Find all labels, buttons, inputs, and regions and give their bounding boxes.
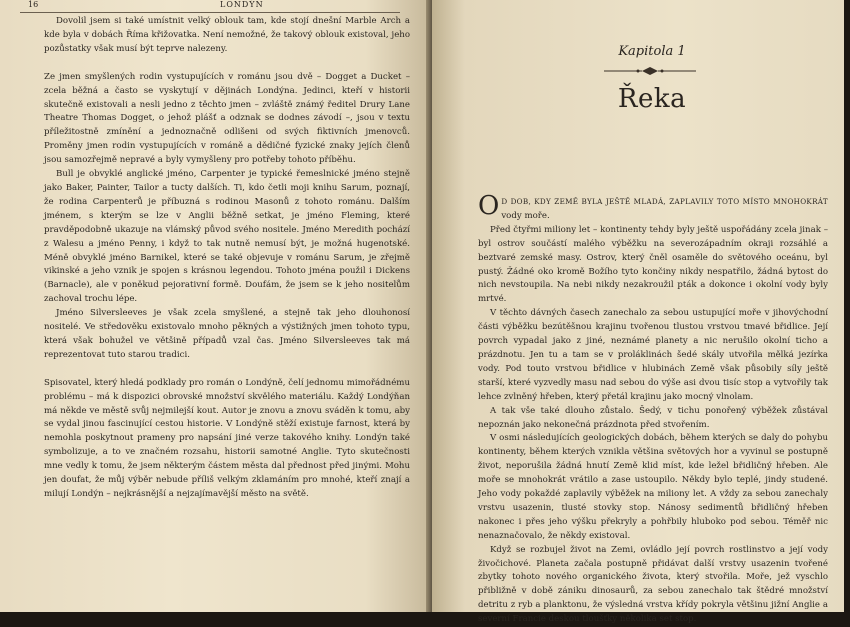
running-head xyxy=(20,0,400,13)
paragraph: Jméno Silversleeves je však zcela smyšlené, a stejně tak jeho dlouhonosí nositelé. Ve středověku existovalo mnoho pěkných a výstižných jmen tohoto typu, která však bohužel ve většině případů vzal čas. Jméno Silversleeves tak má reprezentovat tuto starou tradici. xyxy=(44,308,410,360)
ornament-divider-icon xyxy=(602,66,698,76)
page-number: 16 xyxy=(28,0,39,9)
paragraph: Ze jmen smyšlených rodin vystupujících v románu jsou dvě – Dogget a Ducket – zcela běžná a často se vyskytují v dějinách Londýna. Jedinci, kteří v historii skutečně existovali a nesli jedno z těchto jmen – zvláště známý ředitel Drury Lane Theatre Thomas Dogget, o jehož plášť a odznak se dodnes závodí –, jsou v textu příležitostně zmínění a jednoznačně odlišeni od svých fiktivních jmenovců. Proměny jmen rodin vystupujících v románě a dědičné fyzické znaky jejích členů jsou samozřejmě nepravé a byly vymyšleny pro potřeby tohoto příběhu. xyxy=(44,71,410,166)
running-head-title: LONDÝN xyxy=(220,0,264,9)
opening-rest: vody moře. xyxy=(501,210,550,221)
left-page-text xyxy=(44,15,410,502)
right-page-text xyxy=(478,191,828,627)
paragraph: Bull je obvyklé anglické jméno, Carpenter je typické řemeslnické jméno stejně jako Baker, Painter, Tailor a tucty dalších. Ti, kdo četli moji knihu Sarum, poznají, že rodina Carpenterů je příbuzná s rodinou Masonů z tohoto románu. Dalším jménem, s kterým se lze v Anglii běžně setkat, je jméno Fleming, které pravděpodobně ukazuje na vlámský původ svého nositele. Jméno Meredith pochází z Walesu a jméno Penny, i když to tak nutně nemusí být, je možná hugenotské. Méně obvyklé jméno Barnikel, které se také objevuje v románu Sarum, je zřejmě vikinské a jeho vznik je spojen s krásnou legendou. Tohoto jména použil i Dickens (Barnacle), ale v poněkud pejorativní formě. Doufám, že jsem se k jeho nositelům zachoval trochu lépe. xyxy=(44,169,410,305)
paragraph: V těchto dávných časech zanechalo za sebou ustupující moře v jihovýchodní části výběžku bezútěšnou krajinu tvořenou tlustou vrstvou tmavé břidlice. Její povrch vypadal jako z jiné, neznámé planety a nic nerušilo okolní ticho a prázdnotu. Jen tu a tam se v proláklinách šedé skály utvořila mělká jezírka vody. Pod touto vrstvou břidlice v hlubinách Země však působily síly ještě starší, které vyzvedly masu nad sebou do výše asi dvou tisíc stop a vytvořily tak lehce zvlněný hřeben, který přetál krajinu jako mocný vlnolam. xyxy=(478,308,828,402)
opening-paragraph xyxy=(478,191,828,224)
dropcap: O xyxy=(478,191,500,221)
chapter-title: Řeka xyxy=(617,84,687,114)
paragraph: A tak vše také dlouho zůstalo. Šedý, v tichu ponořený výběžek zůstával nepoznán jako nekonečná prázdnota před stvořením. xyxy=(478,405,828,430)
paragraph: Před čtyřmi miliony let – kontinenty tehdy byly ještě uspořádány zcela jinak – byl ostrov součástí malého výběžku na severozápadním okraji rozsáhlé a beztvaré zemské masy. Ostrov, který čněl osaměle do světového oceánu, byl pustý. Žádné oko kromě Božího tyto končiny nikdy nespatřilo, žádná bytost do nich nevstoupila. Na nebi nikdy nezakroužil pták a dokonce i okolní vody byly mrtvé. xyxy=(478,224,828,305)
right-page xyxy=(432,0,844,625)
paragraph: V osmi následujících geologických dobách, během kterých se daly do pohybu kontinenty, během kterých vznikla většina světových hor a vyvinul se postupně život, neporušila žádná hnutí Země klid míst, kde ležel břidličný hřeben. Ale moře se mnohokrát vrátilo a zase ustoupilo. Někdy bylo teplé, jindy studené. Jeho vody pokaždé zaplavily výběžek na miliony let. A vždy za sebou zanechaly vrstvu usazenin, tlusté stovky stop. Nánosy sedimentů břidličný hřeben nakonec i přes jeho výšku překryly a pohřbily hluboko pod sebou. Téměř nic nenaznačovalo, že někdy existoval. xyxy=(478,433,828,541)
opening-smallcaps: D DOB, KDY ZEMĚ BYLA JEŠTĚ MLADÁ, ZAPLAVILY TOTO MÍSTO MNOHOKRÁT xyxy=(501,197,828,206)
paragraph: Když se rozbujel život na Zemi, ovládlo její povrch rostlinstvo a její vody živočichové. Planeta začala postupně přidávat další vrstvy usazenin tvořené zbytky tohoto nového organického života, který stvořila. Moře, jež vyschlo přibližně v době zániku dinosaurů, za sebou zanechalo tak štědré množství detritu z ryb a planktonu, že výsledná vrstva křídy pokryla většinu jižní Anglie a severní Francie deskou tloušťky několika set stop. xyxy=(478,544,828,625)
paragraph: Dovolil jsem si také umístnit velký oblouk tam, kde stojí dnešní Marble Arch a kde byla v dobách Říma křižovatka. Není nemožné, že takový oblouk existoval, jeho pozůstatky však musí být teprve nalezeny. xyxy=(44,16,410,54)
paragraph: Spisovatel, který hledá podklady pro román o Londýně, čelí jednomu mimořádnému problému – má k dispozici obrovské množství skvělého materiálu. Každý Londýňan má někde ve městě svůj nejmilejší kout. Autor je znovu a znovu sváděn k tomu, aby se vydal jinou fascinující cestou historie. V Londýně stěží existuje farnost, která by nemohla poskytnout prameny pro napsání jiné verze takového knihy. Londýn také symbolizuje, a to ve značném rozsahu, historii samotné Anglie. Tyto skutečnosti mne vedly k tomu, že jsem některým částem města dal přednost před jinými. Mohu jen doufat, že můj výběr nebude příliš velkým zklamáním pro mnohé, kteří znají a milují Londýn – nejkrásnější a nejzajímavější město na světě. xyxy=(44,377,410,499)
chapter-label: Kapitola 1 xyxy=(618,44,686,59)
left-page xyxy=(0,0,430,612)
